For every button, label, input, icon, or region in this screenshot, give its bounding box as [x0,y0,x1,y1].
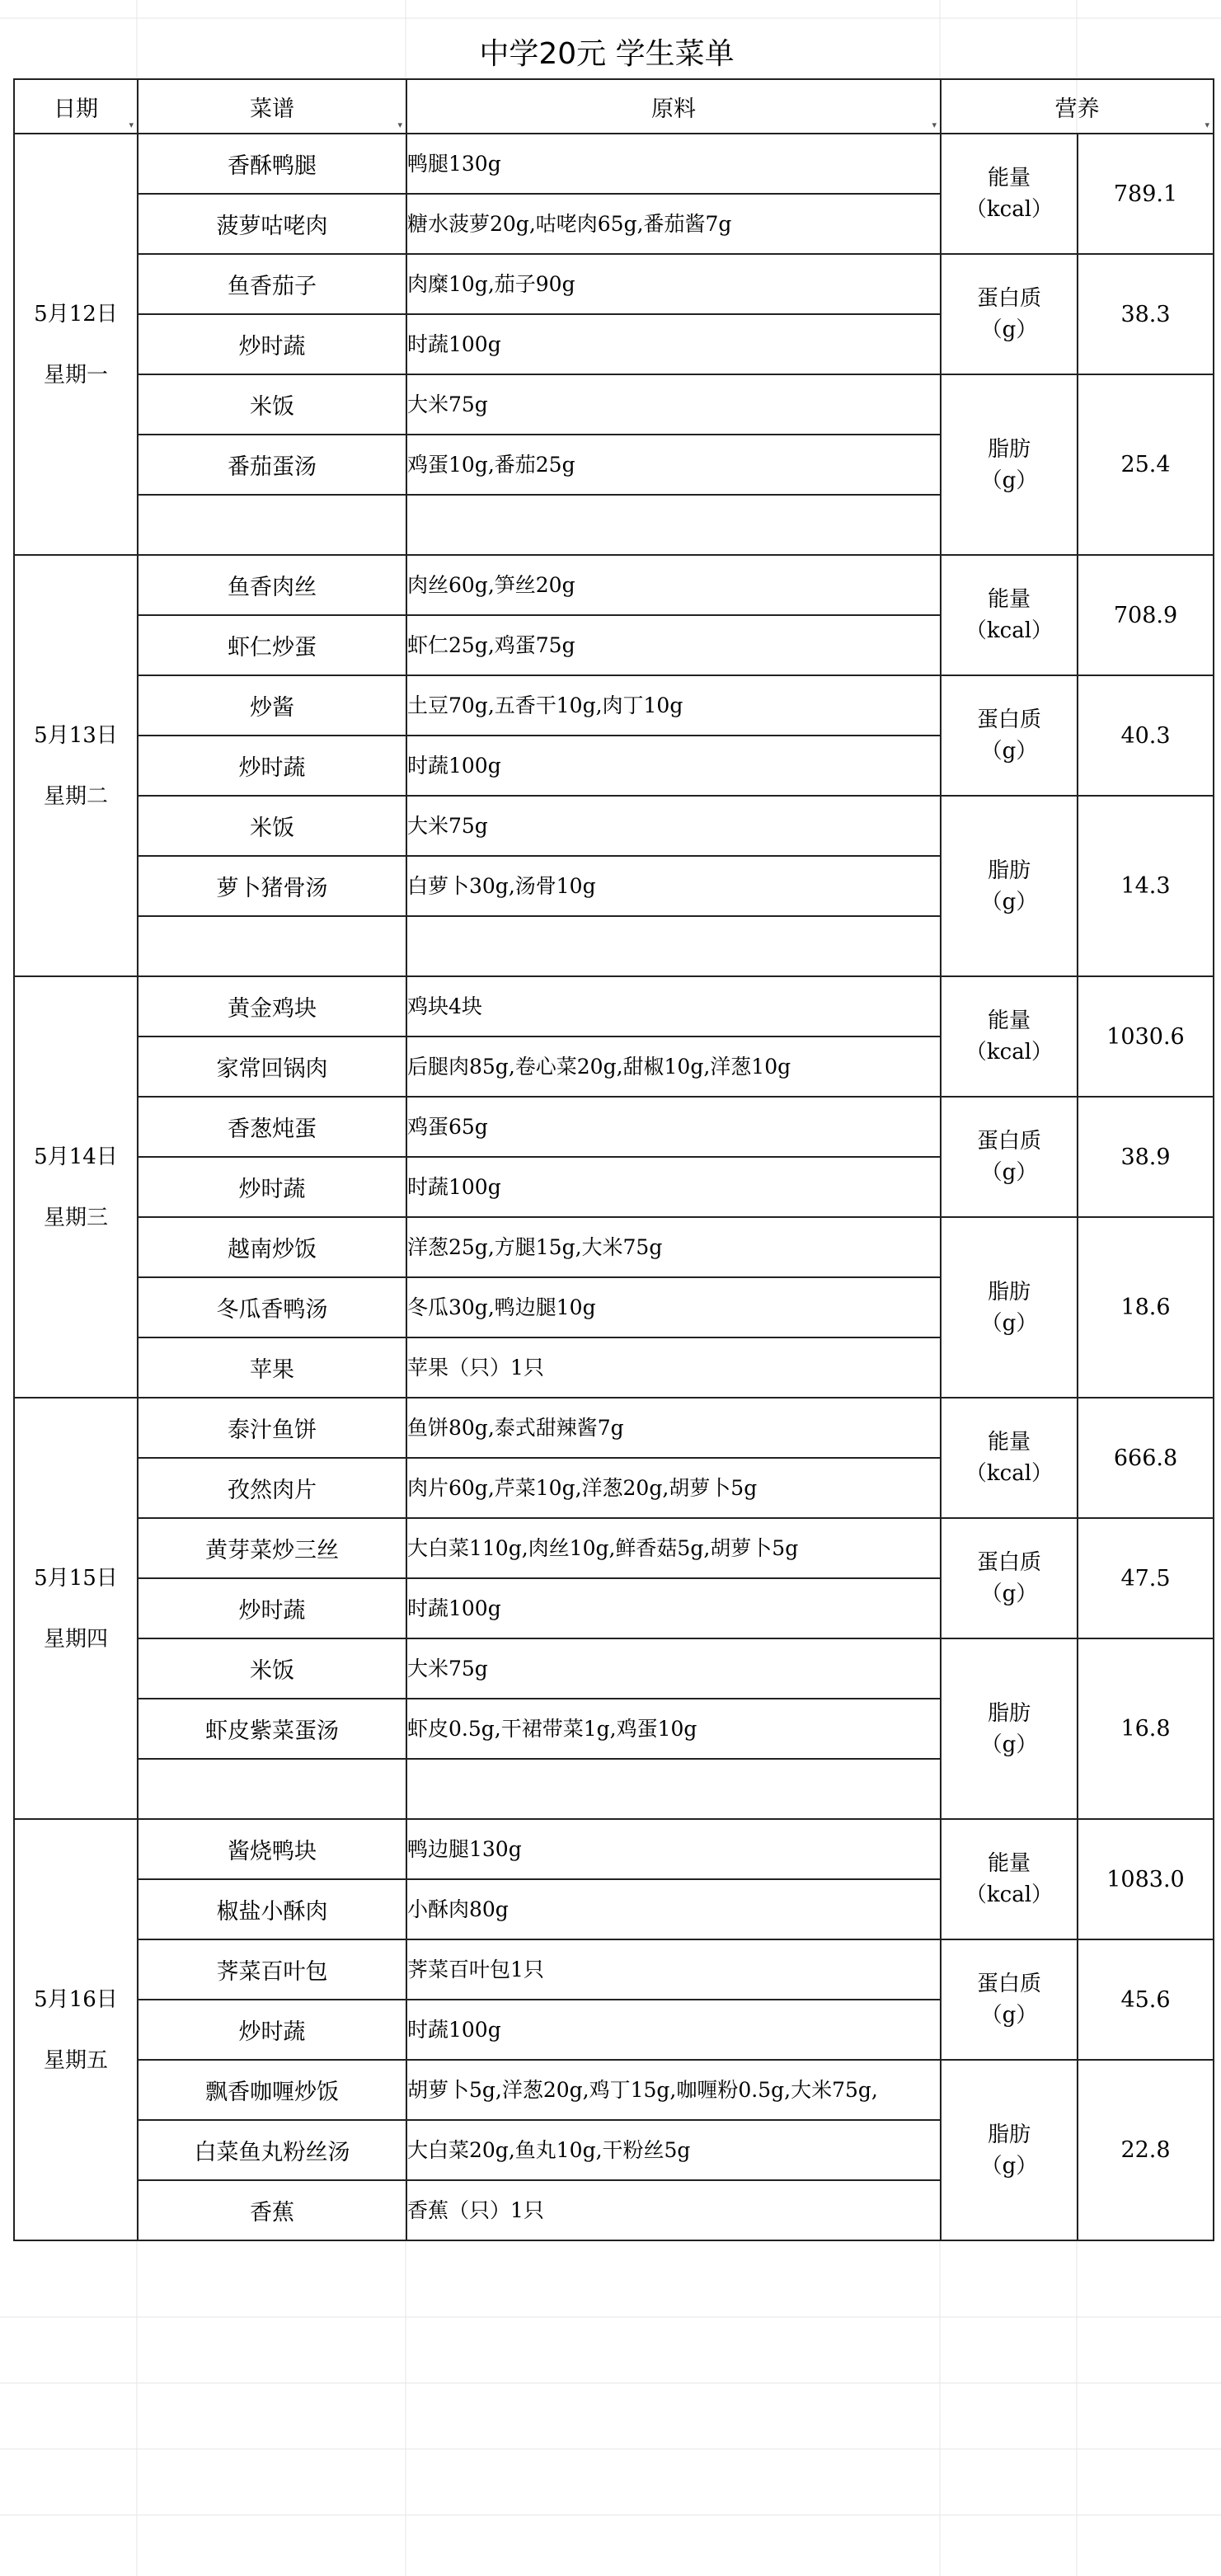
ingredients-cell[interactable]: 胡萝卜5g,洋葱20g,鸡丁15g,咖喱粉0.5g,大米75g, [406,2060,941,2120]
ingredients-cell[interactable]: 虾皮0.5g,干裙带菜1g,鸡蛋10g [406,1699,941,1759]
protein-value-cell[interactable]: 45.6 [1078,1939,1214,2060]
protein-label: 蛋白质 [976,1550,1041,1575]
dish-cell[interactable]: 虾皮紫菜蛋汤 [138,1699,406,1759]
dish-cell[interactable]: 冬瓜香鸭汤 [138,1277,406,1337]
fat-label-cell[interactable] [941,1638,1078,1819]
dish-cell[interactable]: 香蕉 [138,2180,406,2240]
ingredients-cell[interactable]: 苹果（只）1只 [406,1337,941,1398]
protein-unit: （g） [980,739,1038,764]
protein-value-cell[interactable]: 38.9 [1078,1097,1214,1217]
dish-cell[interactable]: 虾仁炒蛋 [138,615,406,675]
table-row [14,1097,1214,1157]
filter-dropdown-icon[interactable]: ▾ [932,120,937,130]
energy-label: 能量 [987,587,1031,612]
date-cell[interactable] [14,555,138,976]
protein-value-cell[interactable]: 47.5 [1078,1518,1214,1638]
ingredients-cell[interactable]: 白萝卜30g,汤骨10g [406,856,941,916]
table-row [14,675,1214,736]
ingredients-cell[interactable]: 鸭边腿130g [406,1819,941,1879]
dish-cell[interactable]: 苹果 [138,1337,406,1398]
energy-label: 能量 [987,1008,1031,1033]
dish-cell[interactable]: 米饭 [138,1638,406,1699]
dish-cell[interactable]: 飘香咖喱炒饭 [138,2060,406,2120]
dish-cell[interactable]: 酱烧鸭块 [138,1819,406,1879]
energy-label-cell[interactable] [941,1398,1078,1518]
dish-cell[interactable]: 泰汁鱼饼 [138,1398,406,1458]
ingredients-cell[interactable]: 洋葱25g,方腿15g,大米75g [406,1217,941,1277]
protein-unit: （g） [980,317,1038,342]
dish-cell[interactable] [138,1759,406,1819]
energy-label-cell[interactable] [941,1819,1078,1939]
fat-label: 脂肪 [987,858,1031,883]
ingredients-column-header[interactable] [406,79,941,134]
ingredients-cell[interactable]: 虾仁25g,鸡蛋75g [406,615,941,675]
energy-value-cell[interactable]: 789.1 [1078,134,1214,254]
date-column-header[interactable] [14,79,138,134]
ingredients-cell[interactable]: 后腿肉85g,卷心菜20g,甜椒10g,洋葱10g [406,1037,941,1097]
fat-label: 脂肪 [987,1279,1031,1304]
ingredients-cell[interactable]: 鱼饼80g,泰式甜辣酱7g [406,1398,941,1458]
protein-unit: （g） [980,1160,1038,1185]
fat-unit: （g） [980,1732,1038,1757]
table-row [14,976,1214,1037]
dish-cell[interactable]: 黄芽菜炒三丝 [138,1518,406,1578]
ingredients-cell[interactable]: 糖水菠萝20g,咕咾肉65g,番茄酱7g [406,194,941,254]
ingredients-header-label: 原料 [651,96,696,122]
dish-cell[interactable]: 家常回锅肉 [138,1037,406,1097]
ingredients-cell[interactable]: 小酥肉80g [406,1879,941,1939]
table-row [14,374,1214,435]
table-row [14,1819,1214,1879]
date-label: 5月16日 [34,1986,118,2012]
dish-cell[interactable]: 番茄蛋汤 [138,435,406,495]
ingredients-cell[interactable]: 鸭腿130g [406,134,941,194]
dish-cell[interactable]: 米饭 [138,796,406,856]
ingredients-cell[interactable]: 肉丝60g,笋丝20g [406,555,941,615]
protein-unit: （g） [980,1582,1038,1606]
ingredients-cell[interactable]: 鸡块4块 [406,976,941,1037]
energy-label: 能量 [987,166,1031,190]
protein-value-cell[interactable]: 40.3 [1078,675,1214,796]
date-cell[interactable] [14,134,138,555]
protein-label-cell[interactable] [941,675,1078,796]
ingredients-cell[interactable]: 大米75g [406,374,941,435]
energy-value-cell[interactable]: 666.8 [1078,1398,1214,1518]
ingredients-cell[interactable]: 肉糜10g,茄子90g [406,254,941,314]
table-row [14,1217,1214,1277]
energy-unit: （kcal） [965,1040,1054,1065]
table-row [14,796,1214,856]
dish-cell[interactable]: 炒时蔬 [138,736,406,796]
table-row [14,254,1214,314]
dish-cell[interactable]: 炒时蔬 [138,1157,406,1217]
nutrition-column-header[interactable] [941,79,1214,134]
ingredients-cell[interactable]: 荠菜百叶包1只 [406,1939,941,2000]
nutrition-header-label: 营养 [1054,96,1100,122]
protein-value-cell[interactable]: 38.3 [1078,254,1214,374]
date-header-label: 日期 [54,96,98,122]
fat-value-cell[interactable]: 25.4 [1078,374,1214,555]
dish-cell[interactable]: 香葱炖蛋 [138,1097,406,1157]
table-row [14,555,1214,615]
fat-unit: （g） [980,1310,1038,1336]
header-row [14,79,1214,134]
protein-label-cell[interactable] [941,1518,1078,1638]
dish-cell[interactable]: 白菜鱼丸粉丝汤 [138,2120,406,2180]
dish-cell[interactable]: 菠萝咕咾肉 [138,194,406,254]
ingredients-cell[interactable]: 大白菜110g,肉丝10g,鲜香菇5g,胡萝卜5g [406,1518,941,1578]
dish-column-header[interactable] [138,79,406,134]
protein-label: 蛋白质 [976,1972,1041,1996]
weekday-label: 星期三 [43,1205,108,1230]
table-row [14,134,1214,194]
weekday-label: 星期五 [43,2047,108,2073]
table-row [14,2060,1214,2120]
dish-cell[interactable]: 炒时蔬 [138,2000,406,2060]
fat-label: 脂肪 [987,1700,1031,1726]
menu-title: 中学20元 学生菜单 [479,36,735,71]
dish-cell[interactable] [138,495,406,555]
table-row [14,1518,1214,1578]
protein-label: 蛋白质 [976,1129,1041,1154]
energy-label: 能量 [987,1851,1031,1876]
dish-cell[interactable]: 香酥鸭腿 [138,134,406,194]
dish-cell[interactable]: 炒时蔬 [138,1578,406,1638]
dish-cell[interactable]: 炒酱 [138,675,406,736]
fat-value-cell[interactable]: 14.3 [1078,796,1214,976]
energy-value-cell[interactable]: 1030.6 [1078,976,1214,1097]
energy-label-cell[interactable] [941,976,1078,1097]
dish-cell[interactable]: 米饭 [138,374,406,435]
table-row [14,1939,1214,2000]
dish-cell[interactable] [138,916,406,976]
fat-label: 脂肪 [987,2122,1031,2147]
dish-cell[interactable]: 鱼香肉丝 [138,555,406,615]
ingredients-cell[interactable]: 鸡蛋10g,番茄25g [406,435,941,495]
date-label: 5月13日 [34,722,118,748]
energy-label-cell[interactable] [941,134,1078,254]
dish-cell[interactable]: 孜然肉片 [138,1458,406,1518]
dish-cell[interactable]: 萝卜猪骨汤 [138,856,406,916]
filter-dropdown-icon[interactable]: ▾ [397,120,402,130]
protein-label: 蛋白质 [976,707,1041,732]
ingredients-cell[interactable]: 冬瓜30g,鸭边腿10g [406,1277,941,1337]
dish-cell[interactable]: 炒时蔬 [138,314,406,374]
table-row [14,1398,1214,1458]
protein-label-cell[interactable] [941,1097,1078,1217]
ingredients-cell[interactable]: 大米75g [406,796,941,856]
dish-header-label: 菜谱 [250,96,294,122]
date-label: 5月12日 [34,301,118,327]
filter-dropdown-icon[interactable]: ▾ [129,120,134,130]
ingredients-cell[interactable]: 香蕉（只）1只 [406,2180,941,2240]
ingredients-cell[interactable]: 时蔬100g [406,314,941,374]
energy-label: 能量 [987,1430,1031,1455]
weekday-label: 星期一 [43,362,108,388]
energy-label-cell[interactable] [941,555,1078,675]
date-label: 5月15日 [34,1565,118,1591]
dish-cell[interactable]: 椒盐小酥肉 [138,1879,406,1939]
weekday-label: 星期二 [43,783,108,809]
protein-label-cell[interactable] [941,1939,1078,2060]
fat-label-cell[interactable] [941,1217,1078,1398]
dish-cell[interactable]: 荠菜百叶包 [138,1939,406,2000]
ingredients-cell[interactable] [406,916,941,976]
energy-unit: （kcal） [965,618,1054,643]
filter-dropdown-icon[interactable]: ▾ [1205,120,1209,130]
fat-label-cell[interactable] [941,2060,1078,2240]
fat-value-cell[interactable]: 22.8 [1078,2060,1214,2240]
date-cell[interactable] [14,1398,138,1819]
ingredients-cell[interactable]: 土豆70g,五香干10g,肉丁10g [406,675,941,736]
fat-value-cell[interactable]: 16.8 [1078,1638,1214,1819]
ingredients-cell[interactable]: 大白菜20g,鱼丸10g,干粉丝5g [406,2120,941,2180]
energy-unit: （kcal） [965,1461,1054,1486]
fat-label: 脂肪 [987,436,1031,462]
fat-label-cell[interactable] [941,374,1078,555]
fat-unit: （g） [980,2153,1038,2179]
ingredients-cell[interactable] [406,495,941,555]
ingredients-cell[interactable]: 时蔬100g [406,1157,941,1217]
menu-table [13,78,1214,2241]
ingredients-cell[interactable] [406,1759,941,1819]
date-label: 5月14日 [34,1144,118,1169]
dish-cell[interactable]: 鱼香茄子 [138,254,406,314]
energy-unit: （kcal） [965,1883,1054,1907]
energy-value-cell[interactable]: 708.9 [1078,555,1214,675]
ingredients-cell[interactable]: 时蔬100g [406,736,941,796]
fat-label-cell[interactable] [941,796,1078,976]
protein-unit: （g） [980,2003,1038,2028]
energy-value-cell[interactable]: 1083.0 [1078,1819,1214,1939]
ingredients-cell[interactable]: 鸡蛋65g [406,1097,941,1157]
energy-unit: （kcal） [965,197,1054,222]
dish-cell[interactable]: 黄金鸡块 [138,976,406,1037]
table-row [14,1638,1214,1699]
ingredients-cell[interactable]: 时蔬100g [406,1578,941,1638]
fat-unit: （g） [980,889,1038,914]
fat-unit: （g） [980,468,1038,493]
ingredients-cell[interactable]: 大米75g [406,1638,941,1699]
dish-cell[interactable]: 越南炒饭 [138,1217,406,1277]
weekday-label: 星期四 [43,1626,108,1652]
fat-value-cell[interactable]: 18.6 [1078,1217,1214,1398]
ingredients-cell[interactable]: 时蔬100g [406,2000,941,2060]
ingredients-cell[interactable]: 肉片60g,芹菜10g,洋葱20g,胡萝卜5g [406,1458,941,1518]
protein-label-cell[interactable] [941,254,1078,374]
protein-label: 蛋白质 [976,286,1041,311]
date-cell[interactable] [14,1819,138,2240]
date-cell[interactable] [14,976,138,1398]
